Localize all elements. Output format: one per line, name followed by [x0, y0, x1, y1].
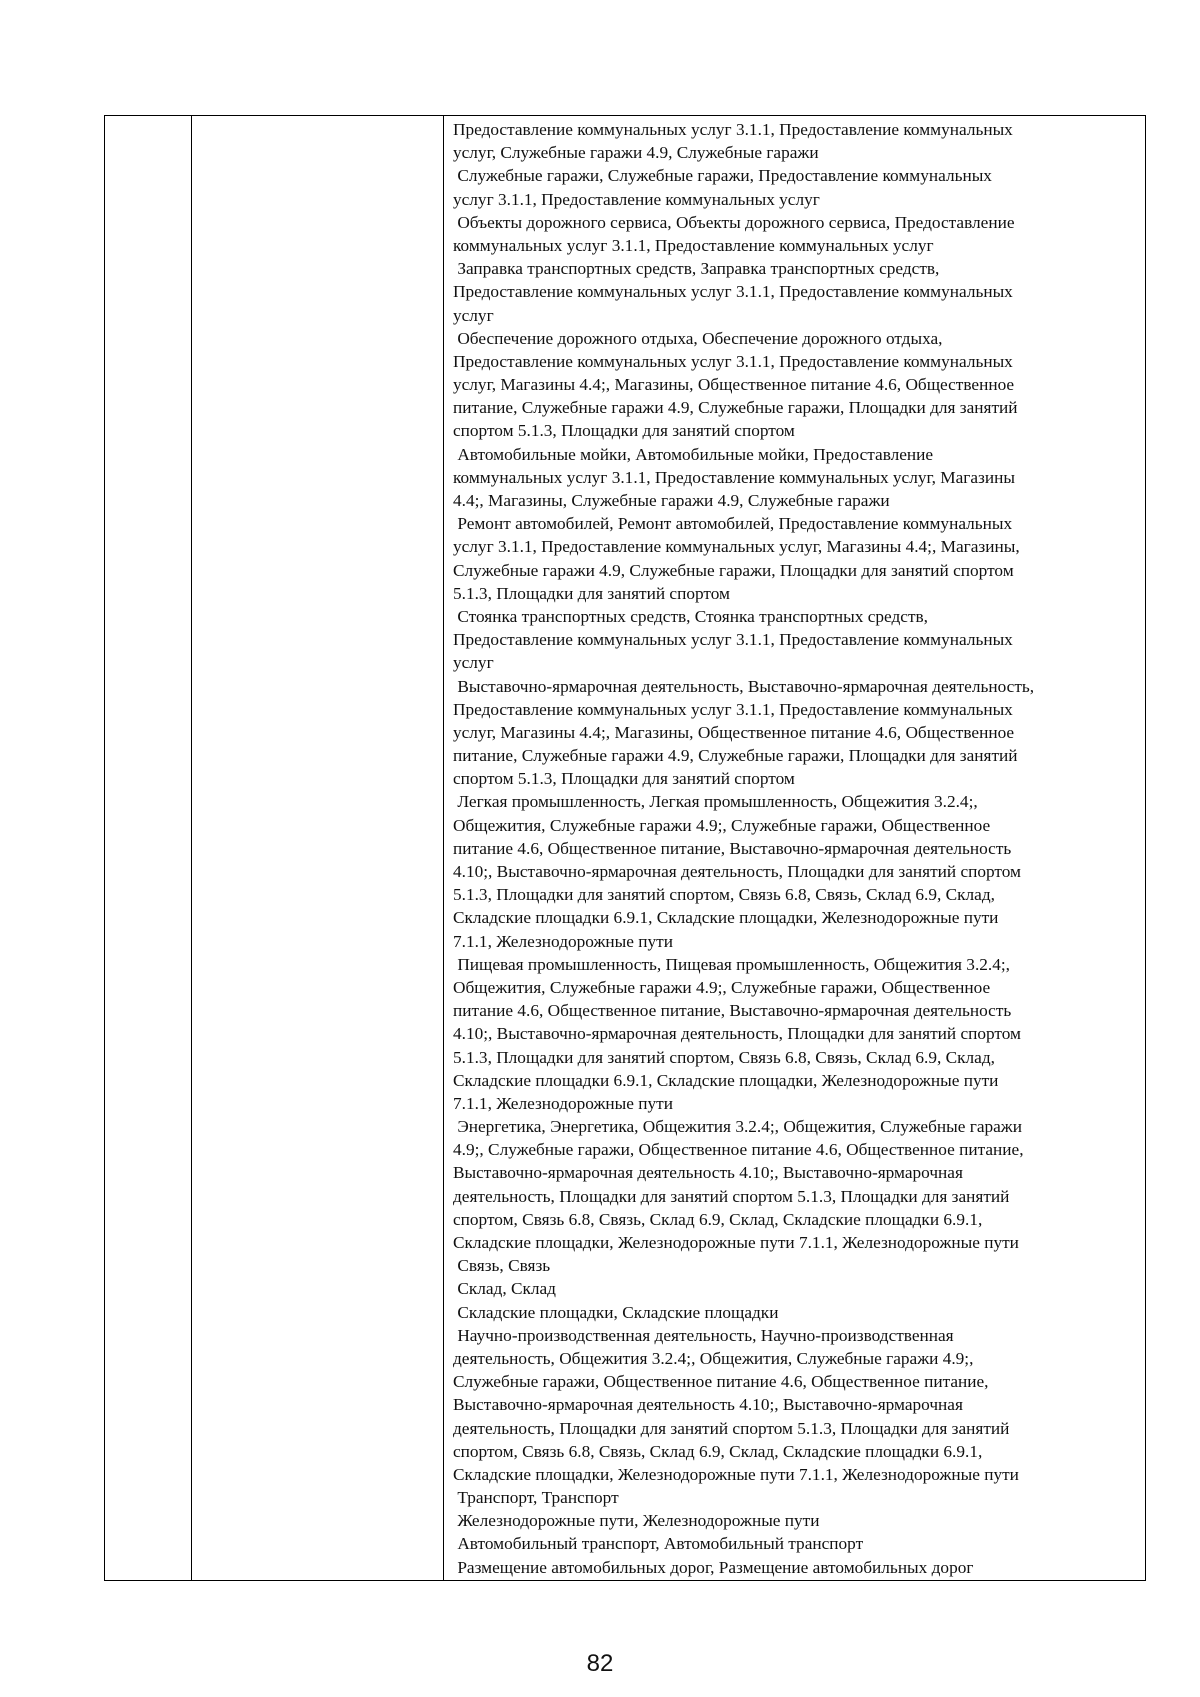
cell-text-line: услуг 3.1.1, Предоставление коммунальных услуг [453, 189, 820, 209]
cell-text-line: питание, Служебные гаражи 4.9, Служебные гаражи, Площадки для занятий [453, 746, 1018, 766]
cell-text-line: услуг 3.1.1, Предоставление коммунальных услуг, Магазины 4.4;, Магазины, [453, 537, 1020, 557]
cell-text-line: 4.10;, Выставочно-ярмарочная деятельность, Площадки для занятий спортом [453, 1024, 1021, 1044]
cell-text-line: 4.4;, Магазины, Служебные гаражи 4.9, Служебные гаражи [453, 491, 890, 510]
cell-text-line: 5.1.3, Площадки для занятий спортом, Связь 6.8, Связь, Склад 6.9, Склад, [453, 885, 995, 905]
cell-text-line: услуг, Магазины 4.4;, Магазины, Общественное питание 4.6, Общественное [453, 375, 1015, 395]
cell-text-line: Складские площадки, Складские площадки [453, 1302, 779, 1322]
cell-text-line: питание 4.6, Общественное питание, Выставочно-ярмарочная деятельность [453, 1001, 1012, 1021]
cell-text-line: Заправка транспортных средств, Заправка транспортных средств, [453, 259, 940, 279]
cell-text-line: Складские площадки, Железнодорожные пути 7.1.1, Железнодорожные пути [453, 1233, 1019, 1252]
cell-text-line: Размещение автомобильных дорог, Размещение автомобильных дорог [453, 1557, 974, 1577]
cell-text-line: 7.1.1, Железнодорожные пути [453, 1093, 673, 1113]
cell-text-line: Выставочно-ярмарочная деятельность, Выставочно-ярмарочная деятельность, [453, 676, 1035, 696]
cell-text-line: 7.1.1, Железнодорожные пути [453, 931, 673, 951]
cell-text-line: Автомобильные мойки, Автомобильные мойки, Предоставление [453, 444, 934, 464]
cell-text-line: Складские площадки, Железнодорожные пути 7.1.1, Железнодорожные пути [453, 1464, 1019, 1484]
cell-text-line: коммунальных услуг 3.1.1, Предоставление коммунальных услуг [453, 235, 934, 255]
cell-text-line: спортом 5.1.3, Площадки для занятий спортом [453, 421, 795, 441]
cell-text-line: Объекты дорожного сервиса, Объекты дорожного сервиса, Предоставление [453, 212, 1015, 232]
column-divider-2 [443, 116, 444, 1580]
cell-text-line: деятельность, Общежития 3.2.4;, Общежития, Служебные гаражи 4.9;, [453, 1348, 974, 1368]
cell-text-line: деятельность, Площадки для занятий спортом 5.1.3, Площадки для занятий [453, 1186, 1010, 1206]
cell-text-line: Легкая промышленность, Легкая промышленность, Общежития 3.2.4;, [453, 792, 978, 812]
cell-text-line: Транспорт, Транспорт [453, 1488, 619, 1508]
cell-text-line: 4.10;, Выставочно-ярмарочная деятельность, Площадки для занятий спортом [453, 862, 1021, 881]
cell-text-line: Стоянка транспортных средств, Стоянка транспортных средств, [453, 606, 928, 626]
cell-text-line: Пищевая промышленность, Пищевая промышленность, Общежития 3.2.4;, [453, 954, 1010, 974]
cell-text-line: Служебные гаражи, Служебные гаражи, Предоставление коммунальных [453, 166, 992, 186]
cell-text-line: Предоставление коммунальных услуг 3.1.1, Предоставление коммунальных [453, 120, 1013, 139]
page-number: 82 [586, 1650, 614, 1677]
cell-text-line: питание 4.6, Общественное питание, Выставочно-ярмарочная деятельность [453, 838, 1012, 858]
cell-text-line: услуг [453, 653, 494, 673]
cell-text-line: Ремонт автомобилей, Ремонт автомобилей, Предоставление коммунальных [453, 514, 1013, 534]
cell-text-line: Выставочно-ярмарочная деятельность 4.10;, Выставочно-ярмарочная [453, 1395, 963, 1415]
cell-text-line: Общежития, Служебные гаражи 4.9;, Служебные гаражи, Общественное [453, 977, 991, 997]
cell-text-line: 5.1.3, Площадки для занятий спортом [453, 583, 730, 603]
cell-text-line: услуг, Служебные гаражи 4.9, Служебные гаражи [453, 143, 819, 163]
column-divider-1 [191, 116, 192, 1580]
cell-text-line: Автомобильный транспорт, Автомобильный транспорт [453, 1534, 864, 1554]
cell-text-line: Выставочно-ярмарочная деятельность 4.10;, Выставочно-ярмарочная [453, 1163, 963, 1183]
cell-text-line: спортом, Связь 6.8, Связь, Склад 6.9, Склад, Складские площадки 6.9.1, [453, 1209, 983, 1229]
table-fragment [104, 115, 1146, 1581]
cell-text-line: Научно-производственная деятельность, Научно-производственная [453, 1325, 954, 1345]
cell-text-line: Складские площадки 6.9.1, Складские площадки, Железнодорожные пути [453, 908, 999, 928]
permitted-uses-cell [453, 118, 1141, 1579]
cell-text-line: Энергетика, Энергетика, Общежития 3.2.4;, Общежития, Служебные гаражи [453, 1117, 1022, 1137]
cell-text-line: 4.9;, Служебные гаражи, Общественное питание 4.6, Общественное питание, [453, 1140, 1024, 1160]
cell-text-line: Предоставление коммунальных услуг 3.1.1, Предоставление коммунальных [453, 699, 1013, 719]
cell-text-line: спортом 5.1.3, Площадки для занятий спортом [453, 769, 795, 789]
cell-text-line: Предоставление коммунальных услуг 3.1.1, Предоставление коммунальных [453, 282, 1013, 302]
cell-text-line: Служебные гаражи, Общественное питание 4.6, Общественное питание, [453, 1372, 989, 1392]
cell-text-line: деятельность, Площадки для занятий спортом 5.1.3, Площадки для занятий [453, 1418, 1010, 1438]
cell-text-line: спортом, Связь 6.8, Связь, Склад 6.9, Склад, Складские площадки 6.9.1, [453, 1441, 983, 1461]
cell-text-line: Предоставление коммунальных услуг 3.1.1, Предоставление коммунальных [453, 630, 1013, 650]
cell-text-line: Служебные гаражи 4.9, Служебные гаражи, Площадки для занятий спортом [453, 560, 1014, 580]
cell-text-line: Связь, Связь [453, 1256, 551, 1276]
cell-text-line: 5.1.3, Площадки для занятий спортом, Связь 6.8, Связь, Склад 6.9, Склад, [453, 1047, 995, 1067]
cell-text-line: Складские площадки 6.9.1, Складские площадки, Железнодорожные пути [453, 1070, 999, 1090]
cell-text-line: питание, Служебные гаражи 4.9, Служебные гаражи, Площадки для занятий [453, 398, 1018, 418]
cell-text-line: услуг, Магазины 4.4;, Магазины, Общественное питание 4.6, Общественное [453, 722, 1015, 742]
cell-text-line: Общежития, Служебные гаражи 4.9;, Служебные гаражи, Общественное [453, 815, 991, 835]
cell-text-line: Склад, Склад [453, 1279, 556, 1299]
cell-text-line: Обеспечение дорожного отдыха, Обеспечение дорожного отдыха, [453, 328, 943, 348]
cell-text-line: коммунальных услуг 3.1.1, Предоставление коммунальных услуг, Магазины [453, 467, 1015, 487]
cell-text-line: услуг [453, 305, 494, 325]
cell-text-line: Железнодорожные пути, Железнодорожные пути [453, 1511, 820, 1531]
cell-text-line: Предоставление коммунальных услуг 3.1.1, Предоставление коммунальных [453, 351, 1013, 371]
